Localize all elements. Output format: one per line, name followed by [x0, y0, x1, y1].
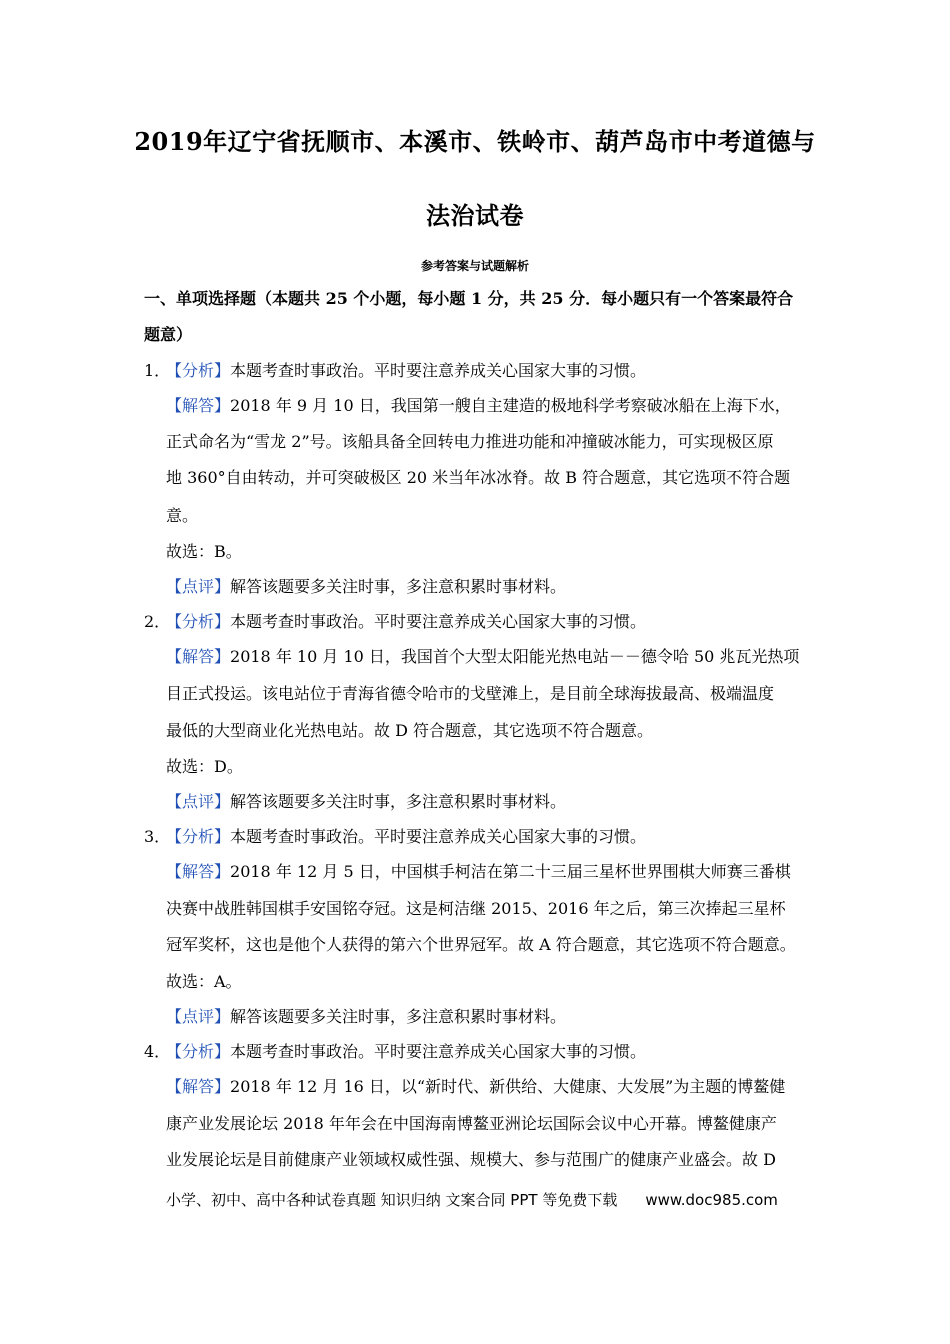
answer-text: 目正式投运。该电站位于青海省德令哈市的戈壁滩上，是目前全球海拔最高、极端温度 [166, 684, 775, 703]
section-heading-line-1: 一、单项选择题（本题共 25 个小题，每小题 1 分，共 25 分．每小题只有一个答案最符合 [144, 289, 794, 308]
section-heading-line-2: 题意） [144, 325, 193, 344]
analysis-tag: 【分析】 [166, 827, 231, 846]
comment-tag: 【点评】 [166, 792, 231, 811]
choice-text: 故选：B。 [166, 542, 242, 561]
answer-text: 最低的大型商业化光热电站。故 D 符合题意，其它选项不符合题意。 [166, 721, 654, 740]
answer-line [166, 647, 799, 667]
analysis-text: 本题考查时事政治。平时要注意养成关心国家大事的习惯。 [230, 612, 647, 631]
page-subtitle: 参考答案与试题解析 [420, 259, 529, 273]
choice-text: 故选：D。 [166, 757, 243, 776]
answer-text: 业发展论坛是目前健康产业领域权威性强、规模大、参与范围广的健康产业盛会。故 D [166, 1150, 776, 1169]
analysis-text: 本题考查时事政治。平时要注意养成关心国家大事的习惯。 [230, 827, 647, 846]
comment-line [166, 1007, 566, 1027]
answer-line [166, 396, 791, 416]
page-title-line-2: 法治试卷 [426, 201, 524, 230]
analysis-line [166, 1042, 646, 1062]
answer-text: 地 360°自由转动，并可突破极区 20 米当年冰冰脊。故 B 符合题意，其它选项不符合题 [166, 468, 791, 487]
question-number: 3． [144, 827, 171, 846]
analysis-tag: 【分析】 [166, 361, 231, 380]
answer-tag: 【解答】 [166, 1077, 231, 1096]
page-footer [166, 1190, 778, 1210]
comment-tag: 【点评】 [166, 1007, 231, 1026]
answer-text: 正式命名为“雪龙 2”号。该船具备全回转电力推进功能和冲撞破冰能力，可实现极区原 [166, 432, 774, 451]
question-number: 2． [144, 612, 171, 631]
answer-text: 冠军奖杯，这也是他个人获得的第六个世界冠军。故 A 符合题意，其它选项不符合题意。 [166, 935, 796, 954]
analysis-text: 本题考查时事政治。平时要注意养成关心国家大事的习惯。 [230, 361, 647, 380]
answer-tag: 【解答】 [166, 396, 231, 415]
comment-line [166, 792, 566, 812]
analysis-tag: 【分析】 [166, 612, 231, 631]
page-title-line-1: 2019年辽宁省抚顺市、本溪市、铁岭市、葫芦岛市中考道德与 [134, 127, 816, 156]
answer-text: 康产业发展论坛 2018 年年会在中国海南博鳌亚洲论坛国际会议中心开幕。博鳌健康产 [166, 1114, 777, 1133]
answer-text: 2018 年 12 月 5 日，中国棋手柯洁在第二十三届三星杯世界围棋大师赛三番棋 [230, 862, 791, 881]
footer-url[interactable]: www.doc985.com [645, 1191, 778, 1209]
question-number: 1． [144, 361, 171, 380]
analysis-tag: 【分析】 [166, 1042, 231, 1061]
comment-line [166, 577, 566, 597]
question-number: 4． [144, 1042, 171, 1061]
answer-text: 2018 年 12 月 16 日，以“新时代、新供给、大健康、大发展”为主题的博鳌健 [230, 1077, 786, 1096]
analysis-text: 本题考查时事政治。平时要注意养成关心国家大事的习惯。 [230, 1042, 647, 1061]
analysis-line [166, 361, 646, 381]
answer-line [166, 862, 791, 882]
comment-text: 解答该题要多关注时事，多注意积累时事材料。 [230, 577, 567, 596]
answer-text: 2018 年 9 月 10 日，我国第一艘自主建造的极地科学考察破冰船在上海下水， [230, 396, 791, 415]
choice-text: 故选：A。 [166, 972, 242, 991]
answer-line [166, 1077, 785, 1097]
analysis-line [166, 827, 646, 847]
footer-text: 小学、初中、高中各种试卷真题 知识归纳 文案合同 PPT 等免费下载 [166, 1191, 618, 1209]
comment-tag: 【点评】 [166, 577, 231, 596]
answer-text: 决赛中战胜韩国棋手安国铭夺冠。这是柯洁继 2015、2016 年之后，第三次捧起三星杯 [166, 899, 786, 918]
answer-tag: 【解答】 [166, 647, 231, 666]
answer-text: 2018 年 10 月 10 日，我国首个大型太阳能光热电站－－德令哈 50 兆瓦光热项 [230, 647, 800, 666]
answer-tag: 【解答】 [166, 862, 231, 881]
analysis-line [166, 612, 646, 632]
comment-text: 解答该题要多关注时事，多注意积累时事材料。 [230, 792, 567, 811]
comment-text: 解答该题要多关注时事，多注意积累时事材料。 [230, 1007, 567, 1026]
answer-text: 意。 [166, 506, 199, 525]
